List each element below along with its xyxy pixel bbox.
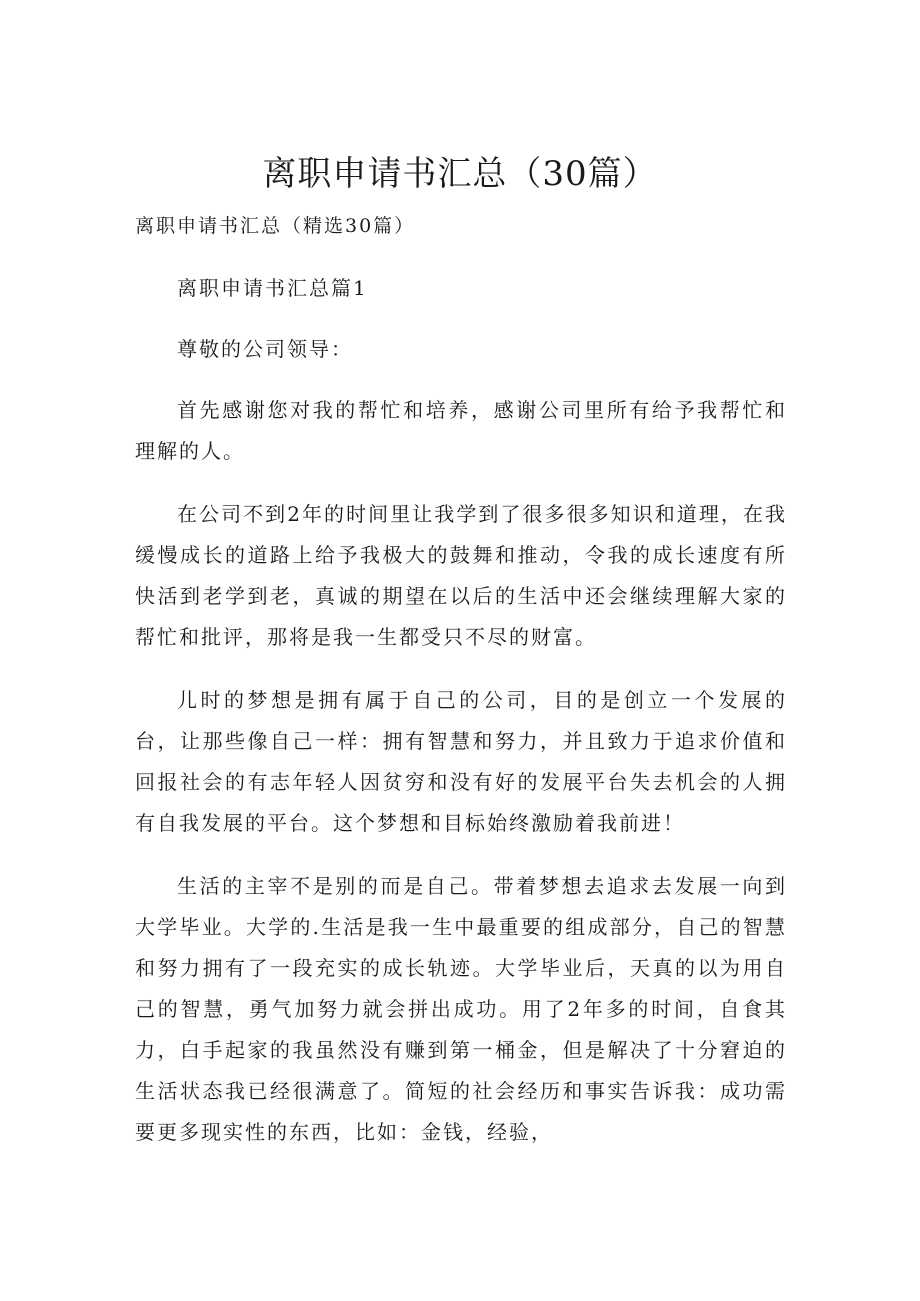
body-paragraph: 在公司不到2年的时间里让我学到了很多很多知识和道理，在我缓慢成长的道路上给予我极大的鼓舞和推动，令我的成长速度有所快活到老学到老，真诚的期望在以后的生活中还会继续理解大家的帮忙和批评，那将是我一生都受只不尽的财富。 (135, 502, 787, 649)
section-heading: 离职申请书汇总篇1 (177, 276, 368, 300)
body-paragraph: 生活的主宰不是别的而是自己。带着梦想去追求去发展一向到大学毕业。大学的.生活是我一生中最重要的组成部分，自己的智慧和努力拥有了一段充实的成长轨迹。大学毕业后，天真的以为用自己的智慧，勇气加努力就会拼出成功。用了2年多的时间，自食其力，白手起家的我虽然没有赚到第一桶金，但是解决了十分窘迫的生活状态我已经很满意了。简短的社会经历和事实告诉我：成功需要更多现实性的东西，比如：金钱，经验， (135, 874, 787, 1144)
body-paragraph: 首先感谢您对我的帮忙和培养，感谢公司里所有给予我帮忙和理解的人。 (135, 398, 787, 463)
document-title: 离职申请书汇总（30篇） (262, 154, 658, 194)
body-paragraph: 儿时的梦想是拥有属于自己的公司，目的是创立一个发展的台，让那些像自己一样：拥有智慧和努力，并且致力于追求价值和回报社会的有志年轻人因贫穷和没有好的发展平台失去机会的人拥有自我发展的平台。这个梦想和目标始终激励着我前进！ (135, 688, 787, 835)
document-subtitle: 离职申请书汇总（精选30篇） (135, 215, 416, 237)
letter-greeting: 尊敬的公司领导： (177, 337, 353, 361)
document-body (135, 268, 787, 1175)
